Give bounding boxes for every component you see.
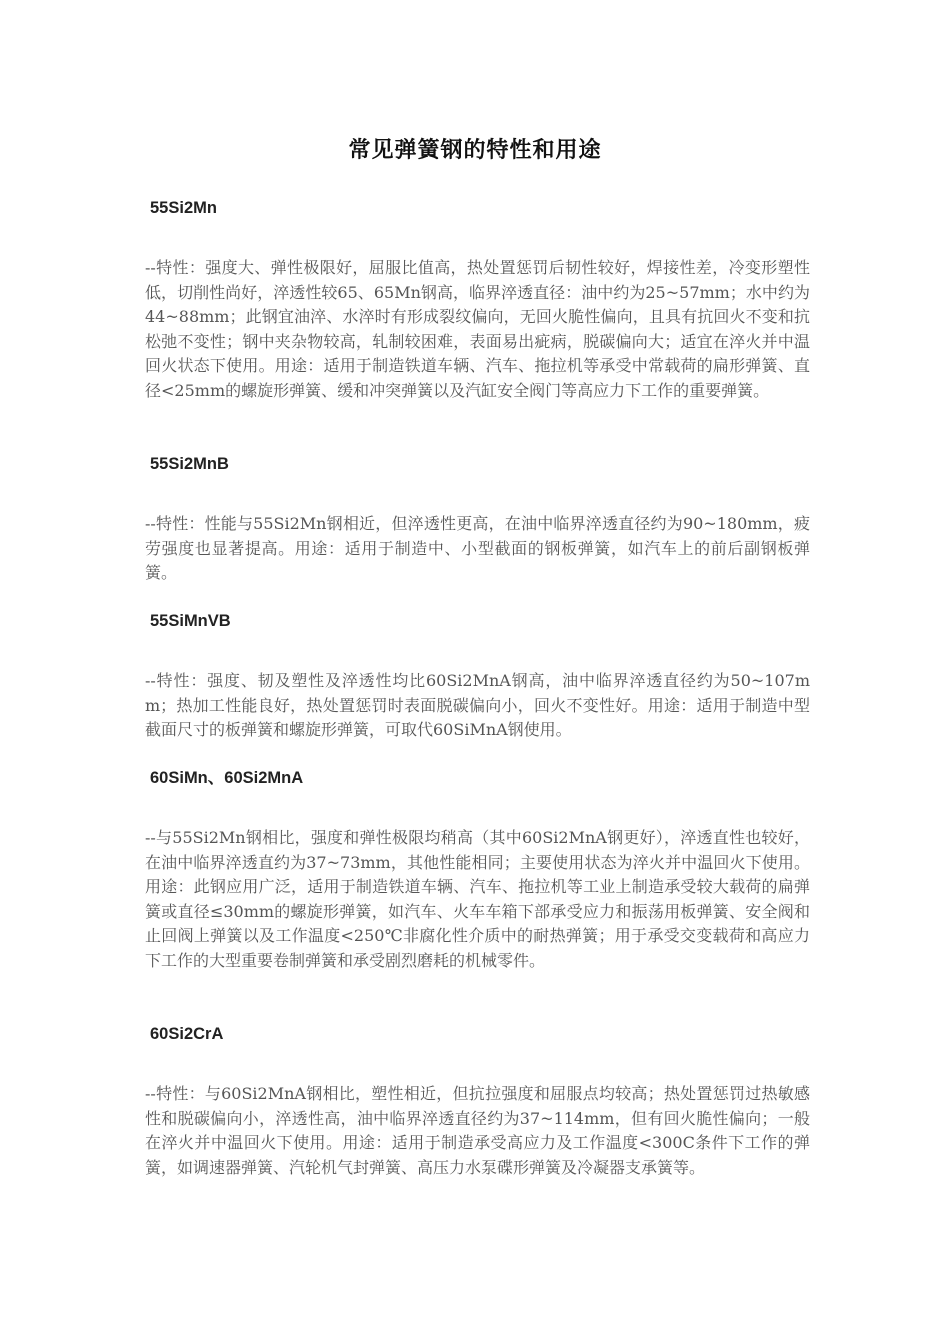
section-heading: 55Si2Mn bbox=[150, 199, 217, 217]
section-paragraph: --特性：强度、韧及塑性及淬透性均比60Si2MnA钢高，油中临界淬透直径约为50~107mm；热加工性能良好，热处置惩罚时表面脱碳偏向小，回火不变性好。用途：适用于制造中型截面尺寸的板弹簧和螺旋形弹簧，可取代60SiMnA钢使用。 bbox=[145, 671, 810, 739]
section-heading: 60SiMn、60Si2MnA bbox=[150, 769, 304, 787]
section-heading: 55Si2MnB bbox=[150, 455, 229, 473]
section-55si2mnb bbox=[145, 453, 810, 586]
section-60si2cra bbox=[145, 1023, 810, 1180]
section-paragraph: --与55Si2Mn钢相比，强度和弹性极限均稍高（其中60Si2MnA钢更好），淬透直性也较好，在油中临界淬透直约为37~73mm，其他性能相同；主要使用状态为淬火并中温回火下使用。用途：此钢应用广泛，适用于制造铁道车辆、汽车、拖拉机等工业上制造承受较大载荷的扁弹簧或直径≤30mm的螺旋形弹簧，如汽车、火车车箱下部承受应力和振荡用板弹簧、安全阀和止回阀上弹簧以及工作温度<250℃非腐化性介质中的耐热弹簧；用于承受交变载荷和高应力下工作的大型重要卷制弹簧和承受剧烈磨耗的机械零件。 bbox=[145, 828, 810, 970]
section-paragraph: --特性：与60Si2MnA钢相比，塑性相近，但抗拉强度和屈服点均较高；热处置惩罚过热敏感性和脱碳偏向小，淬透性高，油中临界淬透直径约为37~114mm，但有回火脆性偏向；一般在淬火并中温回火下使用。用途：适用于制造承受高应力及工作温度<300C条件下工作的弹簧，如调速器弹簧、汽轮机气封弹簧、高压力水泵碟形弹簧及冷凝器支承簧等。 bbox=[145, 1084, 810, 1177]
section-paragraph: --特性：强度大、弹性极限好，屈服比值高，热处置惩罚后韧性较好，焊接性差，冷变形塑性低，切削性尚好，淬透性较65、65Mn钢高，临界淬透直径：油中约为25~57mm；水中约为44~88mm；此钢宜油淬、水淬时有形成裂纹偏向，无回火脆性偏向，且具有抗回火不变和抗松弛不变性；钢中夹杂物较高，轧制较困难，表面易出疵病，脱碳偏向大；适宜在淬火并中温回火状态下使用。用途：适用于制造铁道车辆、汽车、拖拉机等承受中常载荷的扁形弹簧、直径<25mm的螺旋形弹簧、缓和冲突弹簧以及汽缸安全阀门等高应力下工作的重要弹簧。 bbox=[145, 258, 810, 400]
page-title: 常见弹簧钢的特性和用途 bbox=[348, 137, 602, 163]
section-paragraph: --特性：性能与55Si2Mn钢相近，但淬透性更高，在油中临界淬透直径约为90~180mm，疲劳强度也显著提高。用途：适用于制造中、小型截面的钢板弹簧，如汽车上的前后副钢板弹簧。 bbox=[145, 514, 810, 582]
section-heading: 60Si2CrA bbox=[150, 1025, 224, 1043]
section-55simnvb bbox=[145, 610, 810, 743]
section-60simn-60si2mna bbox=[145, 767, 810, 973]
section-55si2mn bbox=[145, 197, 810, 403]
section-heading: 55SiMnVB bbox=[150, 612, 231, 630]
